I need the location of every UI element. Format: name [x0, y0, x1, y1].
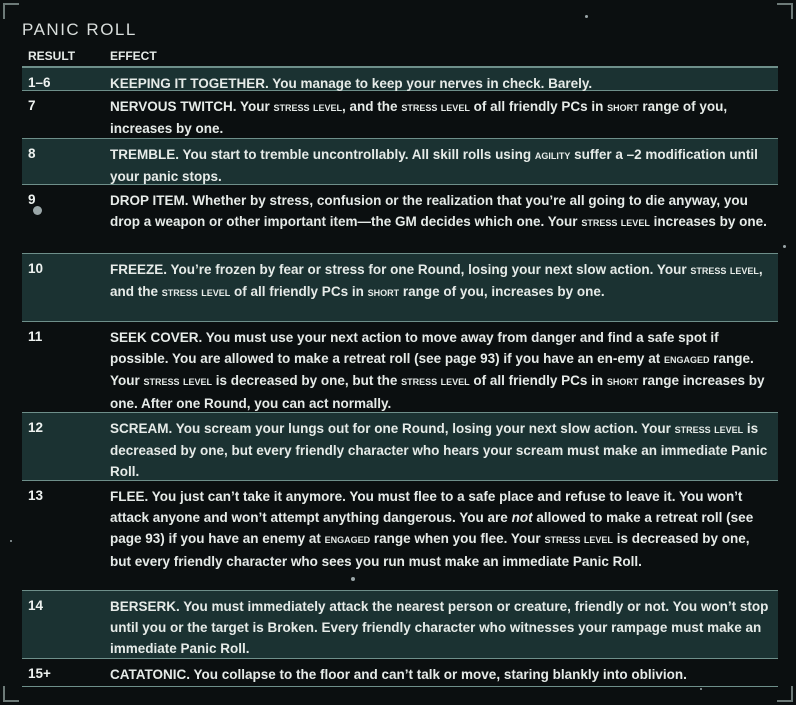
- effect-text: You just can’t take it anymore. You must flee to a safe place and refuse to leave it. You won’t attack anyone and won’t attempt anything dangerous. You are: [110, 489, 743, 526]
- effect-name: FLEE.: [110, 489, 149, 504]
- effect-text: You’re frozen by fear or stress for one Round, losing your next slow action. Your: [170, 262, 687, 277]
- table-header: [22, 49, 778, 65]
- result-cell: 10: [28, 261, 44, 276]
- keyword: engaged: [663, 352, 710, 367]
- effect-text: of all friendly PCs in: [473, 373, 604, 389]
- effect-text: range when you flee. Your: [373, 531, 541, 547]
- emphasis: not: [511, 510, 533, 526]
- effect-text: range of you, increases by one.: [402, 284, 605, 300]
- keyword: stress level: [581, 215, 650, 230]
- effect-cell: [110, 596, 774, 660]
- effect-name: CATATONIC.: [110, 667, 190, 682]
- frame-corner-bottom-right: [777, 686, 793, 702]
- effect-text: You manage to keep your nerves in check. Barely.: [272, 76, 593, 91]
- keyword: short: [607, 100, 639, 114]
- background-star: [585, 15, 588, 18]
- effect-name: TREMBLE.: [110, 147, 179, 162]
- effect-text: range increases by one. After one Round, you can act normally.: [110, 373, 765, 411]
- effect-cell: [110, 486, 774, 572]
- result-cell: 1–6: [28, 75, 51, 90]
- keyword: stress level: [544, 532, 613, 547]
- effect-column-header: EFFECT: [110, 49, 157, 63]
- effect-cell: [110, 96, 774, 139]
- effect-text: You must immediately attack the nearest person or creature, friendly or not. You won’t stop until you or the target is Broken. Every friendly character who witnesses your rampage must make an immediate Panic Roll.: [110, 599, 769, 657]
- effect-name: DROP ITEM.: [110, 193, 189, 208]
- effect-text: increases by one.: [653, 214, 767, 230]
- table-row: [22, 66, 778, 91]
- effect-text: Whether by stress, confusion or the realization that you’re all going to die anyway, you drop a weapon or other important item—the GM decides which one. Your: [110, 193, 748, 230]
- background-star: [783, 245, 786, 248]
- panic-roll-table: [22, 66, 778, 687]
- effect-text: Your: [240, 99, 270, 114]
- table-row: [22, 413, 778, 481]
- table-row: [22, 91, 778, 139]
- effect-text: You scream your lungs out for one Round, losing your next slow action. Your: [175, 421, 671, 436]
- table-row: [22, 659, 778, 687]
- result-cell: 12: [28, 420, 44, 435]
- table-row: [22, 322, 778, 413]
- effect-text: You collapse to the floor and can’t talk or move, staring blankly into oblivion.: [193, 667, 687, 682]
- effect-text: range of you, increases by one.: [110, 99, 728, 137]
- result-column-header: RESULT: [28, 49, 76, 63]
- keyword: engaged: [324, 532, 371, 547]
- effect-name: BERSERK.: [110, 599, 180, 614]
- effect-name: SEEK COVER.: [110, 330, 203, 345]
- result-cell: 7: [28, 98, 36, 113]
- result-cell: 9: [28, 192, 36, 207]
- keyword: stress level: [143, 374, 213, 389]
- keyword: short: [606, 374, 639, 389]
- background-star: [700, 688, 702, 690]
- table-row: [22, 481, 778, 591]
- keyword: stress level: [674, 422, 744, 436]
- table-row: [22, 185, 778, 254]
- effect-text: of all friendly PCs in: [473, 99, 604, 114]
- effect-text: range. Your: [110, 351, 754, 389]
- frame-corner-bottom-left: [3, 686, 19, 702]
- effect-name: SCREAM.: [110, 421, 173, 436]
- keyword: stress level: [273, 100, 343, 114]
- effect-text: allowed to make a retreat roll (see page 93) if you have an enemy at: [110, 510, 754, 547]
- effect-cell: [110, 190, 774, 233]
- effect-name: NERVOUS TWITCH.: [110, 99, 237, 114]
- table-row: [22, 591, 778, 659]
- keyword: stress level: [690, 263, 759, 277]
- effect-cell: [110, 327, 774, 414]
- keyword: short: [367, 285, 400, 300]
- result-cell: 15+: [28, 666, 51, 681]
- keyword: stress level: [401, 374, 470, 389]
- effect-text: is decreased by one, but every friendly character who hears your scream must make an immediate Panic Roll.: [110, 421, 768, 480]
- result-cell: 11: [28, 329, 43, 344]
- effect-text: You must use your next action to move away from danger and find a safe spot if possible. You are allowed to make a retreat roll (see page 93) if you have an en-emy at: [110, 330, 719, 367]
- result-cell: 13: [28, 488, 44, 503]
- effect-cell: [110, 144, 774, 187]
- effect-name: KEEPING IT TOGETHER.: [110, 76, 269, 91]
- effect-cell: [110, 664, 774, 685]
- effect-text: of all friendly PCs in: [234, 284, 364, 300]
- effect-text: is decreased by one, but the: [215, 373, 398, 389]
- table-title: PANIC ROLL: [22, 20, 137, 39]
- effect-text: , and the: [110, 262, 763, 300]
- keyword: stress level: [161, 285, 231, 300]
- effect-text: is decreased by one, but every friendly character who sees you run must make an immediate Panic Roll.: [110, 531, 750, 569]
- effect-text: , and the: [342, 99, 398, 114]
- effect-text: suffer a –2 modification until your panic stops.: [110, 147, 758, 185]
- frame-corner-top-left: [3, 3, 19, 19]
- effect-cell: [110, 259, 774, 303]
- keyword: stress level: [401, 100, 470, 114]
- effect-cell: [110, 418, 774, 483]
- table-row: [22, 139, 778, 185]
- effect-text: You start to tremble uncontrollably. All skill rolls using: [182, 147, 532, 162]
- frame-corner-top-right: [777, 3, 793, 19]
- result-cell: 14: [28, 598, 44, 613]
- background-star: [10, 540, 12, 542]
- effect-name: FREEZE.: [110, 262, 168, 277]
- table-row: [22, 254, 778, 322]
- result-cell: 8: [28, 146, 36, 161]
- keyword: agility: [534, 148, 571, 162]
